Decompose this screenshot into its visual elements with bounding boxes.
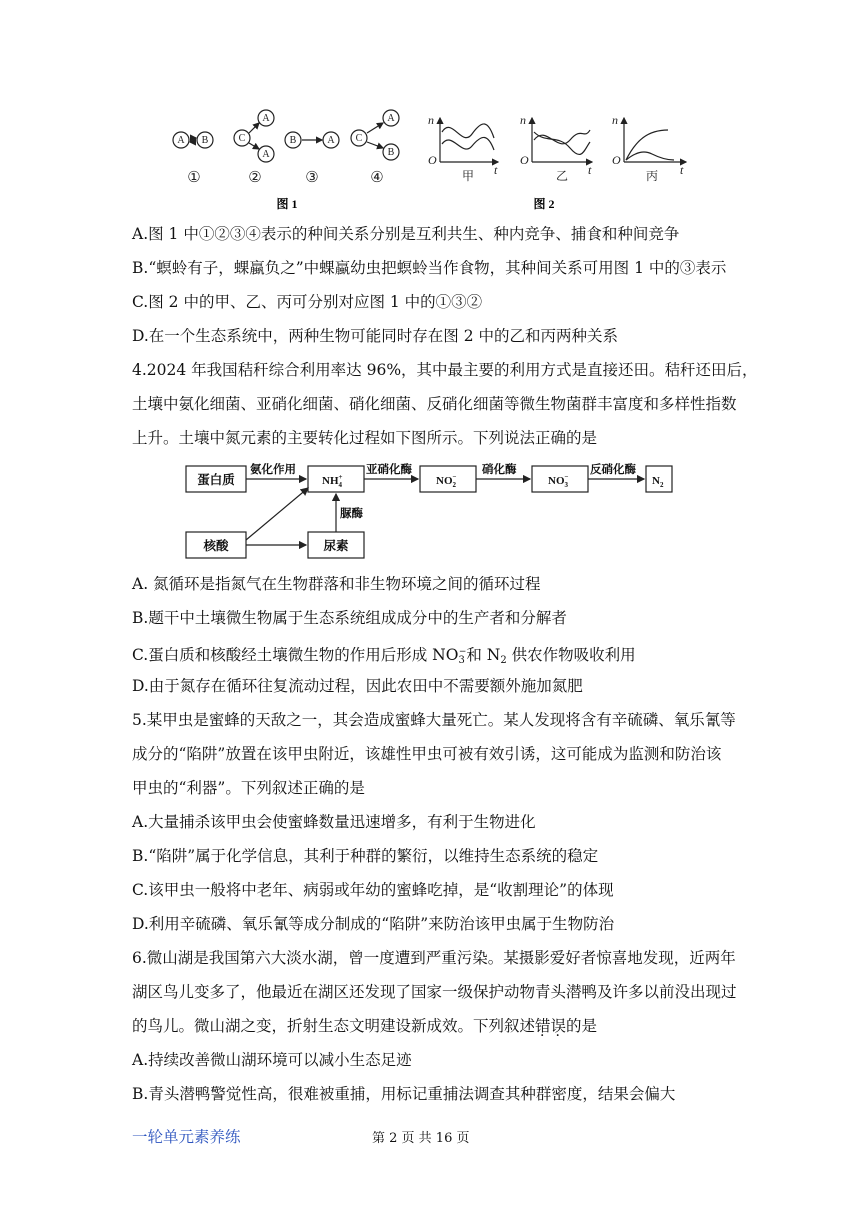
q3-option-a: A.图 1 中①②③④表示的种间关系分别是互利共生、种内竞争、捕食和种间竞争 bbox=[132, 225, 680, 243]
footer-series-title: 一轮单元素养练 bbox=[132, 1128, 241, 1146]
no2-label: NO bbox=[436, 475, 453, 487]
figure-2-caption: 图 2 bbox=[533, 197, 555, 211]
nucleic-acid-label: 核酸 bbox=[203, 539, 229, 553]
q4-option-b: B.题干中土壤微生物属于生态系统组成成分中的生产者和分解者 bbox=[132, 609, 567, 627]
urease-label: 脲酶 bbox=[340, 508, 363, 520]
svg-text:NO−3 bbox=[548, 473, 569, 489]
q4-option-c-sub: 3 bbox=[458, 655, 465, 666]
urea-label: 尿素 bbox=[323, 539, 349, 553]
ammonification-label: 氨化作用 bbox=[250, 464, 296, 476]
node-c: C bbox=[238, 133, 246, 144]
q4-option-c-pre: C.蛋白质和核酸经土壤微生物的作用后形成 NO bbox=[132, 646, 459, 664]
axis-n: n bbox=[612, 113, 618, 127]
q4-stem-line: 4.2024 年我国秸秆综合利用率达 96%，其中最主要的利用方式是直接还田。秸秆还田后， bbox=[132, 361, 758, 379]
nitrogen-cycle-diagram bbox=[180, 460, 680, 562]
page-number: 第 2 页 共 16 页 bbox=[372, 1131, 470, 1146]
q6-stem-line: 6.微山湖是我国第六大淡水湖，曾一度遭到严重污染。某摄影爱好者惊喜地发现，近两年 bbox=[132, 949, 736, 967]
panel-yi: 乙 bbox=[555, 169, 569, 183]
no3-sub: 3 bbox=[564, 481, 568, 489]
q3-option-d: D.在一个生态系统中，两种生物可能同时存在图 2 中的乙和丙两种关系 bbox=[132, 327, 619, 345]
q4-stem-line: 土壤中氨化细菌、亚硝化细菌、硝化细菌、反硝化细菌等微生物菌群丰富度和多样性指数 bbox=[132, 395, 737, 413]
q4-option-c-post: 供农作物吸收利用 bbox=[506, 646, 636, 664]
q6-stem-line bbox=[132, 1016, 597, 1036]
nh4-sub: 4 bbox=[338, 481, 342, 489]
node-a: A bbox=[387, 113, 395, 124]
node-a: A bbox=[327, 135, 335, 146]
n2-sub: 2 bbox=[659, 481, 664, 489]
node-b: B bbox=[289, 135, 297, 146]
origin: O bbox=[612, 153, 621, 167]
axis-t: t bbox=[680, 163, 684, 177]
origin: O bbox=[520, 153, 529, 167]
nitrification-label: 硝化酶 bbox=[482, 464, 517, 476]
q5-option-b: B.“陷阱”属于化学信息，其利于种群的繁衍，以维持生态系统的稳定 bbox=[132, 847, 599, 865]
origin: O bbox=[428, 153, 437, 167]
q6-emphasis: 错 bbox=[535, 1017, 551, 1035]
panel-bing: 丙 bbox=[645, 169, 659, 183]
denitrification-label: 反硝化酶 bbox=[590, 464, 636, 476]
label-4: ④ bbox=[370, 170, 384, 186]
q6-emphasis: 误 bbox=[550, 1017, 567, 1035]
q5-option-a: A.大量捕杀该甲虫会使蜜蜂数量迅速增多，有利于生物进化 bbox=[132, 813, 536, 831]
nitrosation-label: 亚硝化酶 bbox=[366, 464, 412, 476]
axis-n: n bbox=[520, 113, 526, 127]
label-2: ② bbox=[248, 170, 262, 186]
nh4-sup: + bbox=[338, 473, 343, 481]
q6-stem-text: 的鸟儿。微山湖之变，折射生态文明建设新成效。下列叙述 bbox=[132, 1017, 536, 1035]
n2-label: N bbox=[652, 475, 660, 487]
axis-n: n bbox=[428, 113, 434, 127]
q4-option-d: D.由于氮存在循环往复流动过程，因此农田中不需要额外施加氮肥 bbox=[132, 677, 583, 695]
node-a: A bbox=[262, 149, 270, 160]
q6-option-b: B.青头潜鸭警觉性高，很难被重捕，用标记重捕法调查其种群密度，结果会偏大 bbox=[132, 1085, 676, 1103]
no3-sup: − bbox=[564, 473, 569, 481]
svg-text:NH+4 bbox=[322, 473, 343, 489]
node-a: A bbox=[177, 135, 185, 146]
q5-stem-line: 成分的“陷阱”放置在该甲虫附近，该雄性甲虫可被有效引诱，这可能成为监测和防治该 bbox=[132, 745, 722, 763]
node-b: B bbox=[201, 135, 209, 146]
axis-t: t bbox=[588, 163, 592, 177]
q4-option-c-sup: − bbox=[458, 647, 467, 657]
figure-1 bbox=[165, 104, 410, 214]
node-a: A bbox=[262, 113, 270, 124]
axis-t: t bbox=[494, 163, 498, 177]
no2-sup: − bbox=[452, 473, 457, 481]
svg-text:NO−2 bbox=[436, 473, 457, 489]
nh4-label: NH bbox=[322, 475, 339, 487]
no3-label: NO bbox=[548, 475, 565, 487]
q4-option-c bbox=[132, 642, 636, 671]
q6-stem-line: 湖区鸟儿变多了，他最近在湖区还发现了国家一级保护动物青头潜鸭及许多以前没出现过 bbox=[132, 983, 737, 1001]
q3-option-c: C.图 2 中的甲、乙、丙可分别对应图 1 中的①③② bbox=[132, 293, 483, 311]
q5-option-c: C.该甲虫一般将中老年、病弱或年幼的蜜蜂吃掉，是“收割理论”的体现 bbox=[132, 881, 614, 899]
q6-option-a: A.持续改善微山湖环境可以减小生态足迹 bbox=[132, 1051, 412, 1069]
no2-sub: 2 bbox=[452, 481, 456, 489]
figure-2 bbox=[422, 110, 702, 214]
figure-1-caption: 图 1 bbox=[276, 197, 298, 211]
label-3: ③ bbox=[305, 170, 319, 186]
label-1: ① bbox=[187, 170, 201, 186]
node-c: C bbox=[355, 133, 363, 144]
q6-stem-text: 的是 bbox=[566, 1017, 598, 1035]
q5-option-d: D.利用辛硫磷、氧乐氰等成分制成的“陷阱”来防治该甲虫属于生物防治 bbox=[132, 915, 615, 933]
q4-option-c-sub2: 2 bbox=[500, 655, 507, 666]
q3-option-b: B.“螟蛉有子，蜾蠃负之”中蜾蠃幼虫把螟蛉当作食物，其种间关系可用图 1 中的③表示 bbox=[132, 259, 727, 277]
q4-option-a: A. 氮循环是指氮气在生物群落和非生物环境之间的循环过程 bbox=[132, 575, 541, 593]
q5-stem-line: 5.某甲虫是蜜蜂的天敌之一，其会造成蜜蜂大量死亡。某人发现将含有辛硫磷、氧乐氰等 bbox=[132, 711, 736, 729]
q5-stem-line: 甲虫的“利器”。下列叙述正确的是 bbox=[132, 779, 365, 797]
q4-stem-line: 上升。土壤中氮元素的主要转化过程如下图所示。下列说法正确的是 bbox=[132, 429, 598, 447]
q4-option-c-mid: 和 N bbox=[466, 646, 501, 664]
protein-label: 蛋白质 bbox=[197, 473, 235, 487]
panel-jia: 甲 bbox=[461, 169, 475, 183]
node-b: B bbox=[387, 147, 395, 158]
